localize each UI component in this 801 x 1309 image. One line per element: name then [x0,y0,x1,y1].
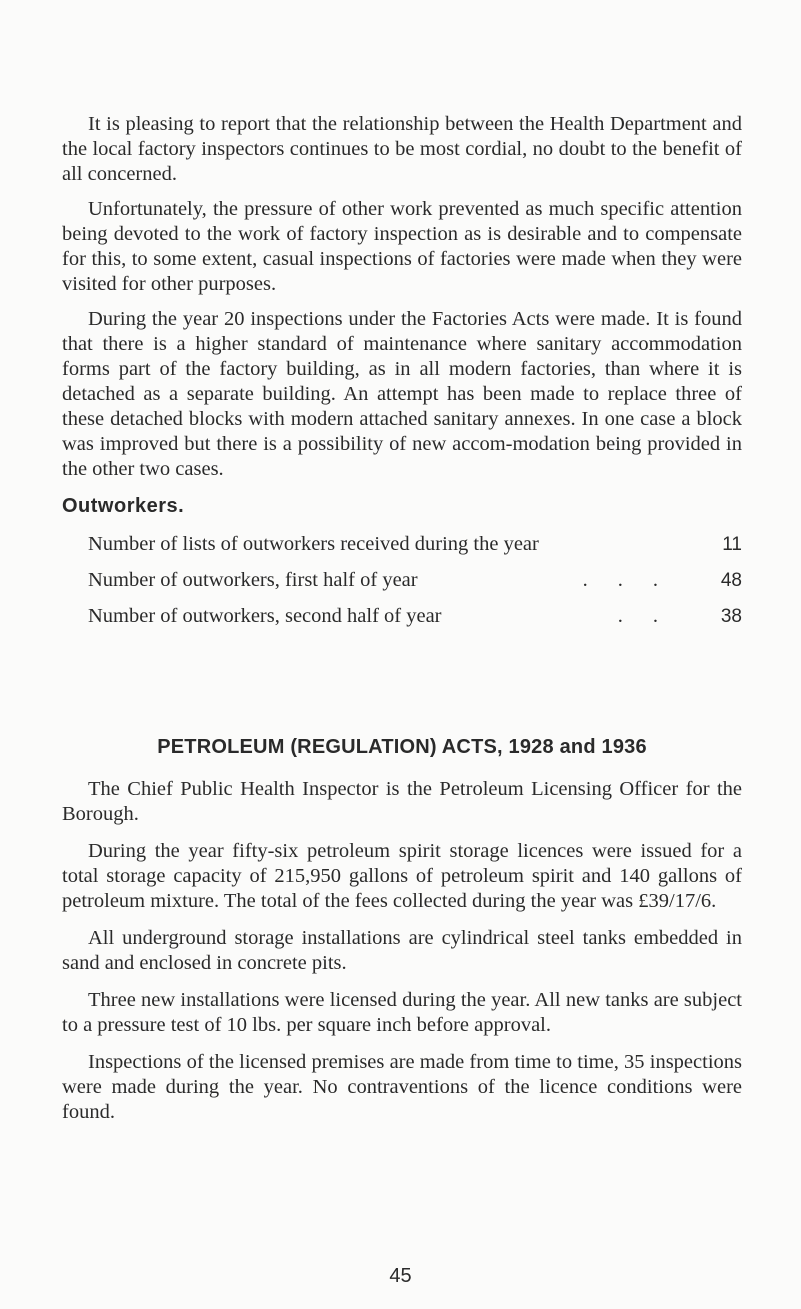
stat-value: 38 [720,606,742,627]
outworkers-heading: Outworkers. [62,495,185,517]
leader-dots: ... [582,569,688,591]
paragraph-relationship: It is pleasing to report that the relationship between the Health Department and the local factory inspectors continues to be most cordial, no doubt to the benefit of all concerned. [62,113,742,185]
paragraph-inspections-premises: Inspections of the licensed premises are made from time to time, 35 inspections were made during the year. No contraventions of the licence conditions were found. [62,1051,742,1123]
paragraph-licensing-officer: The Chief Public Health Inspector is the Petroleum Licensing Officer for the Borough. [62,778,742,825]
paragraph-pressure-of-work: Unfortunately, the pressure of other work prevented as much specific attention being devoted to the work of factory inspection as is desirable and to compensate for this, to some extent, casual inspections of factories were made when they were visited for other purposes. [62,198,742,295]
petroleum-section [62,735,742,1125]
paragraph-inspections-made: During the year 20 inspections under the Factories Acts were made. It is found that there is a higher standard of maintenance where sanitary accommodation forms part of the factory building, as in all modern factories, than where it is detached as a separate building. An attempt has been made to replace three of these detached blocks with modern attached sanitary annexes. In one case a block was improved but there is a possibility of new accom-modation being provided in the other two cases. [62,308,742,480]
document-page [62,112,742,1137]
outworkers-list [62,532,742,629]
stat-value: 11 [722,534,742,555]
stat-value: 48 [720,570,742,591]
outworkers-row-second-half [88,604,742,629]
outworkers-row-lists-received [88,532,742,557]
stat-label: Number of lists of outworkers received during the year [88,533,539,555]
page-number: 45 [389,1265,412,1287]
petroleum-heading: PETROLEUM (REGULATION) ACTS, 1928 and 1936 [157,736,647,758]
factories-section [62,112,742,482]
stat-label: Number of outworkers, second half of year [88,605,442,627]
leader-dots: .. [617,605,688,627]
paragraph-new-installations: Three new installations were licensed during the year. All new tanks are subject to a pressure test of 10 lbs. per square inch before approval. [62,989,742,1036]
stat-label: Number of outworkers, first half of year [88,569,418,591]
outworkers-row-first-half [88,568,742,593]
paragraph-storage-installations: All underground storage installations are cylindrical steel tanks embedded in sand and enclosed in concrete pits. [62,927,742,974]
paragraph-licences-issued: During the year fifty-six petroleum spirit storage licences were issued for a total storage capacity of 215,950 gallons of petroleum spirit and 140 gallons of petroleum mixture. The total of the fees collected during the year was £39/17/6. [62,840,742,912]
outworkers-section [62,494,742,629]
